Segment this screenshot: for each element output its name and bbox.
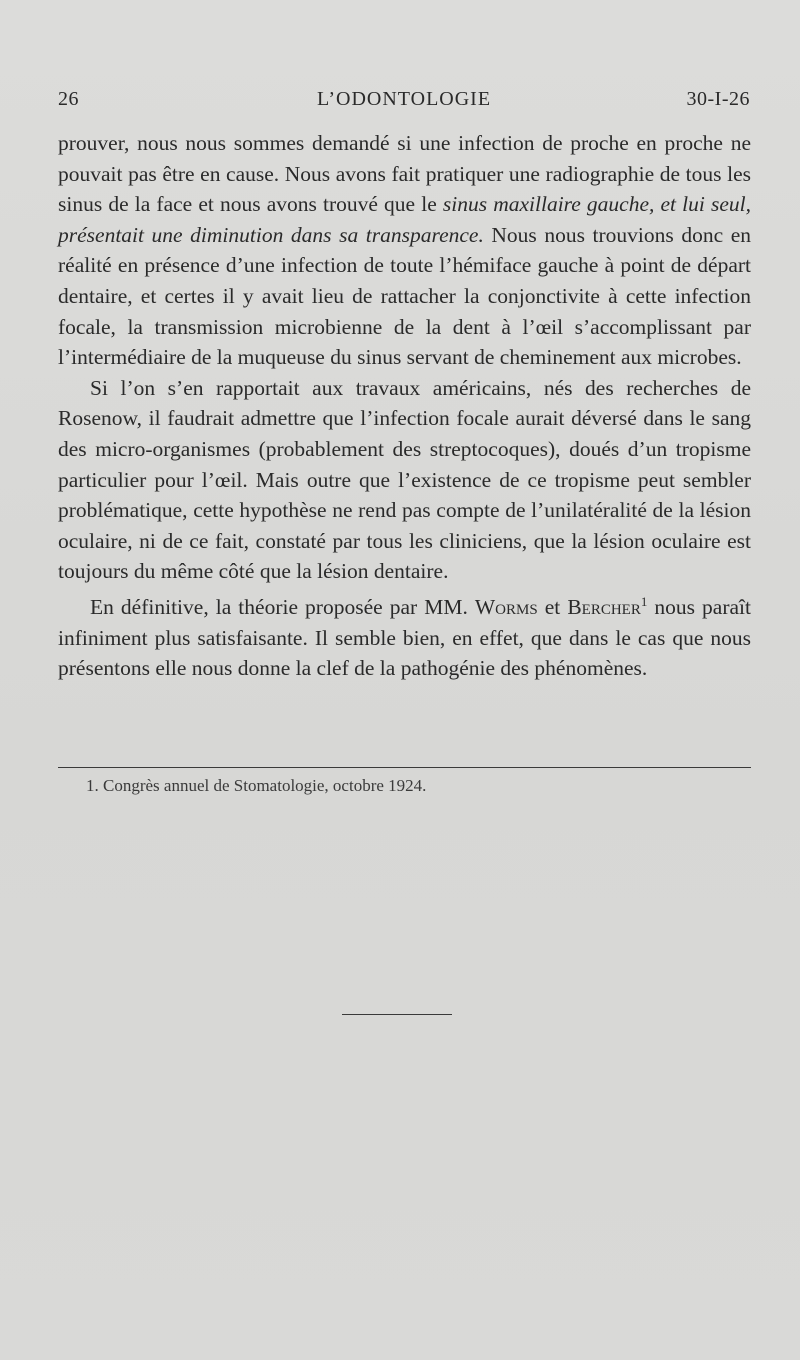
paragraph-1-text-b: Nous nous trouvions donc en réalité en présence d’une infection de toute l’hémiface gauche à point de départ dentaire, et certes il y avait lieu de rattacher la conjonctivite à cette infection focale, la transmission microbienne de la dent à l’œil s’accomplissant par l’intermédiaire de la muqueuse du sinus servant de cheminement aux microbes. (58, 222, 751, 370)
paragraph-1-text-a: prouver, nous nous sommes demandé si une infection de proche en proche ne pouvait pas être en cause. Nous avons fait pratiquer une radiographie de tous les sinus de la face et nous avons trouvé que le (58, 131, 751, 217)
author-name-bercher: Bercher (567, 594, 641, 619)
footnote-divider (58, 767, 751, 768)
paragraph-3-conjunction: et (537, 594, 568, 619)
running-header (58, 88, 750, 114)
footnote-marker: 1 (640, 593, 648, 609)
section-end-rule (342, 1014, 452, 1015)
paragraph-3-text-b: nous paraît infiniment plus satisfaisante. Il semble bien, en effet, que dans le cas que nous présentons elle nous donne la clef de la pathogénie des phénomènes. (58, 594, 752, 681)
page-number: 26 (58, 88, 79, 110)
footnote: 1. Congrès annuel de Stomatologie, octobre 1924. (86, 776, 427, 795)
journal-title: L’ODONTOLOGIE (316, 88, 492, 110)
paragraph-3-text-a: En définitive, la théorie proposée par MM. (90, 594, 475, 619)
author-name-worms: Worms (474, 594, 538, 619)
issue-date: 30-I-26 (686, 88, 750, 110)
paragraph-1-italic-text: sinus maxillaire gauche, et lui seul, présentait une diminution dans sa transparence. (58, 192, 751, 247)
paragraph-2: Si l’on s’en rapportait aux travaux américains, nés des recherches de Rosenow, il faudrait admettre que l’infection focale aurait déversé dans le sang des micro-organismes (probablement des streptocoques), doués d’un tropisme particulier pour l’œil. Mais outre que l’existence de ce tropisme peut sembler problématique, cette hypothèse ne rend pas compte de l’unilatéralité de la lésion oculaire, ni de ce fait, constaté par tous les cliniciens, que la lésion oculaire est toujours du même côté que la lésion dentaire. (58, 375, 751, 584)
paragraph-1 (58, 128, 751, 373)
article-body (58, 128, 751, 684)
paragraph-3 (58, 587, 751, 684)
